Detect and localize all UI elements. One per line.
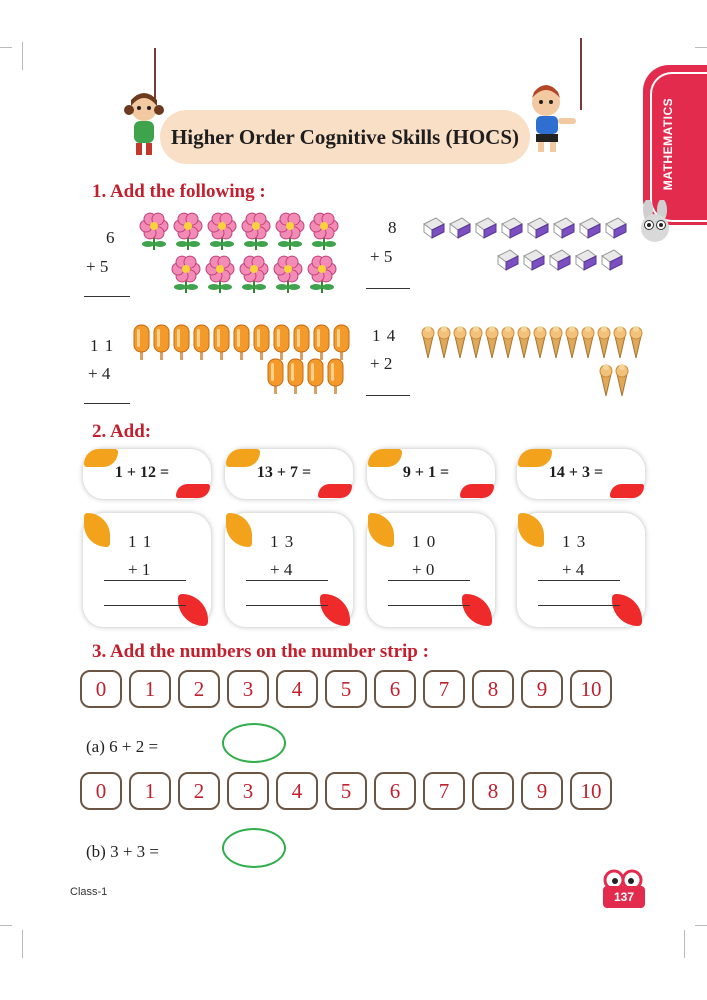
- number-strip-cell: 1: [129, 670, 171, 708]
- q1-c-addend: + 4: [88, 364, 111, 383]
- number-strip-cell: 3: [227, 670, 269, 708]
- card-addend: + 4: [562, 560, 585, 579]
- q1-d-top: 1 4: [372, 326, 397, 345]
- q1-c-top: 1 1: [90, 336, 115, 355]
- number-strip-cell: 9: [521, 772, 563, 810]
- answer-oval[interactable]: [222, 723, 286, 763]
- q1-b-top: 8: [388, 218, 397, 237]
- flower-icon: [238, 255, 270, 295]
- crop-mark: [0, 47, 12, 48]
- card-top-number: 1 3: [562, 532, 587, 551]
- crop-mark: [695, 47, 707, 48]
- number-strip-cell: 5: [325, 772, 367, 810]
- flower-icon: [272, 255, 304, 295]
- eraser-icon: [546, 246, 571, 276]
- q1-c-object-row: [266, 356, 356, 396]
- question-2-heading: 2. Add:: [92, 421, 152, 442]
- flower-icon: [306, 255, 338, 295]
- class-label: Class-1: [70, 886, 108, 898]
- answer-oval[interactable]: [222, 828, 286, 868]
- ice-cream-cone-icon: [564, 322, 580, 362]
- ice-cream-cone-icon: [532, 322, 548, 362]
- q1-a-addend: + 5: [86, 257, 109, 276]
- ice-lolly-icon: [212, 322, 231, 362]
- number-strip-cell: 0: [80, 670, 122, 708]
- card-decoration: [610, 484, 644, 498]
- flower-icon: [204, 255, 236, 295]
- q1-d-addend: + 2: [370, 354, 393, 373]
- card-top-number: 1 1: [128, 532, 153, 551]
- ice-cream-cone-icon: [420, 322, 436, 362]
- eraser-icon: [602, 214, 627, 244]
- answer-line: [104, 580, 186, 581]
- eraser-icon: [494, 246, 519, 276]
- ice-cream-cone-icon: [484, 322, 500, 362]
- card-equation: 13 + 7 =: [256, 464, 312, 481]
- crop-mark: [0, 925, 12, 926]
- girl-illustration: [120, 88, 170, 158]
- answer-line: [84, 403, 130, 404]
- number-strip-cell: 5: [325, 670, 367, 708]
- number-strip-cell: 6: [374, 670, 416, 708]
- number-strip-cell: 4: [276, 670, 318, 708]
- q1-a-object-row: [170, 255, 350, 295]
- flower-icon: [308, 212, 340, 252]
- card-addend: + 4: [270, 560, 293, 579]
- q3-a-label: (a) 6 + 2 =: [86, 737, 159, 756]
- flower-icon: [206, 212, 238, 252]
- q1-b-object-row: [494, 246, 634, 276]
- answer-line: [84, 296, 130, 297]
- answer-line: [538, 580, 620, 581]
- q1-d-object-row: [598, 362, 638, 398]
- number-strip-cell: 2: [178, 772, 220, 810]
- q3-b-label: (b) 3 + 3 =: [86, 842, 159, 861]
- ice-cream-cone-icon: [468, 322, 484, 362]
- answer-line: [104, 605, 186, 606]
- number-strip-cell: 10: [570, 670, 612, 708]
- ice-cream-cone-icon: [436, 322, 452, 362]
- q1-b-addend: + 5: [370, 247, 393, 266]
- rope: [580, 38, 582, 110]
- card-equation: 9 + 1 =: [402, 464, 450, 481]
- eraser-icon: [572, 246, 597, 276]
- ice-cream-cone-icon: [548, 322, 564, 362]
- answer-line: [246, 605, 328, 606]
- answer-line: [388, 580, 470, 581]
- flower-icon: [170, 255, 202, 295]
- eraser-icon: [524, 214, 549, 244]
- ice-cream-cone-icon: [452, 322, 468, 362]
- crop-mark: [684, 930, 685, 958]
- question-1-heading: 1. Add the following :: [92, 181, 266, 202]
- ice-lolly-icon: [286, 356, 305, 396]
- q1-a-object-row: [138, 212, 348, 252]
- ice-cream-cone-icon: [596, 322, 612, 362]
- eraser-icon: [576, 214, 601, 244]
- rabbit-mascot-icon: [632, 200, 678, 246]
- eraser-icon: [520, 246, 545, 276]
- answer-line: [246, 580, 328, 581]
- eraser-icon: [550, 214, 575, 244]
- ice-lolly-icon: [326, 356, 345, 396]
- number-strip-cell: 3: [227, 772, 269, 810]
- number-strip: [80, 772, 612, 810]
- ice-lolly-icon: [152, 322, 171, 362]
- card-top-number: 1 0: [412, 532, 437, 551]
- crop-mark: [22, 42, 23, 70]
- number-strip-cell: 2: [178, 670, 220, 708]
- number-strip-cell: 1: [129, 772, 171, 810]
- answer-line: [366, 288, 410, 289]
- question-3-heading: 3. Add the numbers on the number strip :: [92, 641, 429, 662]
- ice-cream-cone-icon: [500, 322, 516, 362]
- number-strip-cell: 0: [80, 772, 122, 810]
- card-equation: 14 + 3 =: [548, 464, 604, 481]
- answer-line: [366, 395, 410, 396]
- ice-cream-cone-icon: [628, 322, 644, 362]
- ice-cream-cone-icon: [614, 362, 630, 398]
- crop-mark: [695, 925, 707, 926]
- page-title: Higher Order Cognitive Skills (HOCS): [170, 124, 520, 149]
- card-decoration: [318, 484, 352, 498]
- card-decoration: [176, 484, 210, 498]
- eraser-icon: [598, 246, 623, 276]
- q1-b-object-row: [420, 214, 630, 244]
- crop-mark: [22, 930, 23, 958]
- ice-lolly-icon: [266, 356, 285, 396]
- number-strip-cell: 7: [423, 772, 465, 810]
- page-number: 137: [603, 886, 645, 908]
- number-strip-cell: 8: [472, 772, 514, 810]
- eraser-icon: [498, 214, 523, 244]
- q1-a-top: 6: [106, 228, 115, 247]
- card-addend: + 0: [412, 560, 435, 579]
- subject-label: MATHEMATICS: [661, 97, 675, 191]
- q1-d-object-row: [420, 322, 634, 362]
- answer-line: [388, 605, 470, 606]
- ice-lolly-icon: [172, 322, 191, 362]
- ice-lolly-icon: [306, 356, 325, 396]
- number-strip-cell: 6: [374, 772, 416, 810]
- ice-cream-cone-icon: [612, 322, 628, 362]
- flower-icon: [274, 212, 306, 252]
- ice-lolly-icon: [132, 322, 151, 362]
- eraser-icon: [472, 214, 497, 244]
- number-strip-cell: 7: [423, 670, 465, 708]
- card-decoration: [460, 484, 494, 498]
- ice-lolly-icon: [192, 322, 211, 362]
- card-equation: 1 + 12 =: [114, 464, 170, 481]
- eraser-icon: [420, 214, 445, 244]
- ice-cream-cone-icon: [598, 362, 614, 398]
- number-strip-cell: 4: [276, 772, 318, 810]
- flower-icon: [172, 212, 204, 252]
- number-strip: [80, 670, 612, 708]
- ice-cream-cone-icon: [516, 322, 532, 362]
- eraser-icon: [446, 214, 471, 244]
- answer-line: [538, 605, 620, 606]
- flower-icon: [240, 212, 272, 252]
- flower-icon: [138, 212, 170, 252]
- ice-cream-cone-icon: [580, 322, 596, 362]
- card-addend: + 1: [128, 560, 151, 579]
- number-strip-cell: 8: [472, 670, 514, 708]
- number-strip-cell: 10: [570, 772, 612, 810]
- boy-illustration: [518, 84, 580, 154]
- ice-lolly-icon: [232, 322, 251, 362]
- number-strip-cell: 9: [521, 670, 563, 708]
- card-top-number: 1 3: [270, 532, 295, 551]
